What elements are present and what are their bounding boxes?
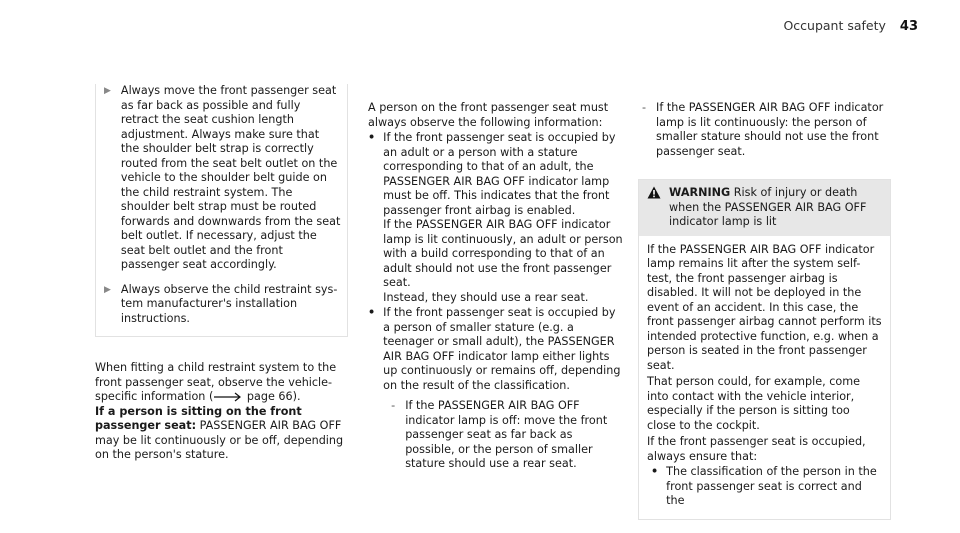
warning-heading bbox=[669, 186, 882, 230]
warning-triangle-icon bbox=[647, 186, 661, 199]
sub-list-item bbox=[383, 399, 623, 472]
column-left bbox=[95, 84, 348, 463]
bullet-icon: • bbox=[368, 131, 376, 144]
list-item bbox=[368, 306, 623, 472]
note-item bbox=[102, 84, 341, 273]
warning-paragraph: If the PASSENGER AIR BAG OFF indicator lamp remains lit after the system self-test, the front passenger airbag is disabled. It will not be deployed in the event of an accident. In this case, the front passenger airbag cannot perform its intended protective function, e.g. when a person is seated in the front passenger seat. bbox=[647, 242, 882, 372]
dash-icon: - bbox=[642, 101, 647, 114]
section-title: Occupant safety bbox=[783, 18, 886, 33]
bullet-icon: • bbox=[368, 306, 376, 319]
person-sitting-text: PASSENGER AIR BAG OFF may be lit continuously or be off, depending on the person's stature. bbox=[95, 419, 344, 461]
triangle-note-icon: ▶ bbox=[104, 86, 111, 96]
intro-text: A person on the front passenger seat must always observe the following information: bbox=[368, 101, 609, 129]
warning-body bbox=[639, 236, 890, 519]
triangle-note-icon: ▶ bbox=[104, 284, 111, 295]
bullet-text: If the PASSENGER AIR BAG OFF indicator lamp is lit continuously, an adult or person with a build corresponding to that of an adult should not use the front passenger seat. bbox=[383, 218, 623, 289]
column-middle bbox=[368, 101, 623, 472]
list-item bbox=[647, 465, 882, 509]
bullet-text: If the front passenger seat is occupied by an adult or a person with a stature corresponding to that of an adult, the PASSENGER AIR BAG OFF indicator lamp must be off. This indicates that the front passenger front airbag is enabled. bbox=[383, 131, 616, 217]
bullet-icon: • bbox=[651, 465, 659, 478]
note-box bbox=[95, 84, 348, 337]
warning-box bbox=[638, 179, 891, 520]
column-right bbox=[638, 101, 891, 520]
note-text: Always move the front passenger seat as far back as possible and fully retract the seat cushion length adjustment. Always make sure that the shoulder belt strap is correctly routed from the seat belt outlet on the vehicle to the shoulder belt guide on the child restraint system. The shoulder belt strap must be routed forwards and downwards from the seat belt outlet. If necessary, adjust the seat belt outlet and the front passenger seat accordingly. bbox=[120, 84, 341, 271]
page-header bbox=[783, 18, 918, 34]
sub-list-item bbox=[638, 101, 891, 159]
bullet-text: Instead, they should use a rear seat. bbox=[383, 290, 589, 304]
warning-label: WARNING bbox=[669, 186, 731, 199]
person-sitting-paragraph bbox=[95, 405, 348, 463]
note-text: Always observe the child restraint system manufacturer's installation instructions. bbox=[120, 282, 338, 325]
dash-icon: - bbox=[391, 399, 396, 412]
page-reference-arrow-icon[interactable] bbox=[213, 392, 243, 402]
fitting-text: When fitting a child restraint system to the front passenger seat, observe the vehicle-specific information ( bbox=[95, 361, 337, 403]
warning-title: Risk of injury or death when the PASSENGER AIR BAG OFF indicator lamp is lit bbox=[669, 186, 867, 228]
warning-paragraph: That person could, for example, come into contact with the vehicle interior, especially if the person is sitting too close to the cockpit. bbox=[647, 375, 861, 432]
sub-item-text: If the PASSENGER AIR BAG OFF indicator lamp is lit continuously: the person of smaller stature should not use the front passenger seat. bbox=[656, 101, 884, 158]
person-sitting-heading: If a person is sitting on the front passenger seat: bbox=[95, 404, 302, 432]
note-item bbox=[102, 283, 341, 327]
sub-item-text: If the PASSENGER AIR BAG OFF indicator lamp is off: move the front passenger seat as far back as possible, or the person of smaller stature should use a rear seat. bbox=[405, 399, 608, 470]
page-number: 43 bbox=[899, 19, 918, 34]
fitting-paragraph bbox=[95, 361, 348, 405]
warning-paragraph: If the front passenger seat is occupied, always ensure that: bbox=[647, 435, 866, 463]
warning-header bbox=[639, 180, 890, 236]
bullet-text: The classification of the person in the front passenger seat is correct and the bbox=[666, 465, 877, 507]
page-reference-link[interactable]: page 66). bbox=[246, 390, 301, 403]
list-item bbox=[368, 131, 623, 305]
bullet-text: If the front passenger seat is occupied by a person of smaller stature (e.g. a teenager or small adult), the PASSENGER AIR BAG OFF indicator lamp either lights up continuously or remains off, depending on the result of the classification. bbox=[383, 306, 621, 392]
